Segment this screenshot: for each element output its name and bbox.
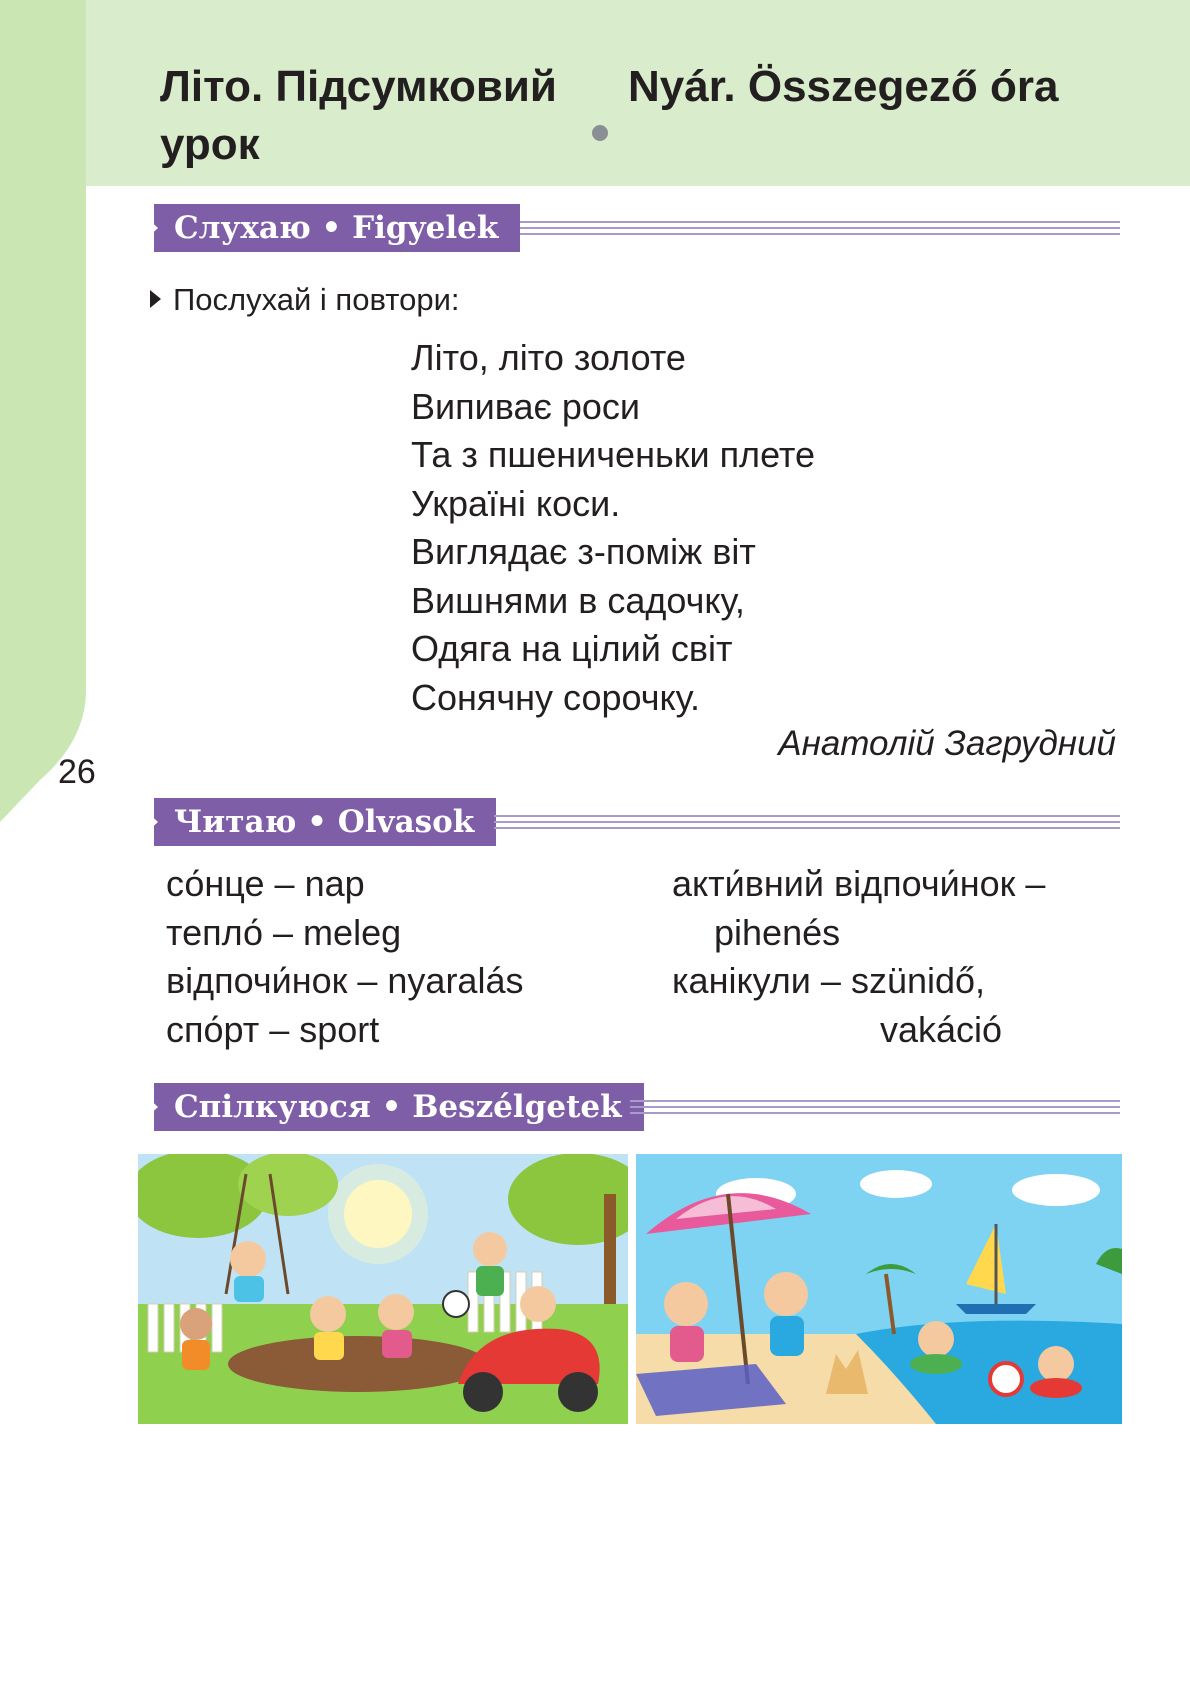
- instruction-text: Послухай і повтори:: [173, 282, 460, 317]
- poem-line: Та з пшениченьки плете: [411, 434, 815, 475]
- poem-author: Анатолій Загрудний: [778, 724, 1116, 763]
- section-read-label: Читаю • Olvasok: [154, 798, 496, 846]
- side-tab-decoration: [0, 0, 86, 822]
- section-arrow-icon: [146, 811, 158, 833]
- vocabulary-item: акти́вний відпочи́нок –: [672, 863, 1046, 904]
- section-listen-label: Слухаю • Figyelek: [154, 204, 520, 252]
- playground-illustration: [138, 1154, 628, 1424]
- section-rule: [494, 815, 1120, 829]
- vocabulary-item: канікули – szünidő,: [672, 960, 986, 1001]
- task-instruction: [150, 280, 460, 320]
- section-speak-label: Спілкуюся • Beszélgetek: [154, 1083, 644, 1131]
- vocabulary-item: тепло́ – meleg: [166, 911, 402, 953]
- page-number: 26: [58, 753, 96, 791]
- poem-line: Виглядає з-поміж віт: [411, 531, 756, 572]
- vocabulary-right-column: [672, 860, 1045, 1054]
- section-speak-header: [146, 1083, 1120, 1131]
- poem-line: Літо, літо золоте: [411, 337, 686, 378]
- section-listen-header: [146, 204, 1120, 252]
- vocabulary-item: відпочи́нок – nyaralás: [166, 960, 524, 1001]
- section-rule: [630, 1100, 1120, 1114]
- vocabulary-item: спо́рт – sport: [166, 1008, 380, 1050]
- vocabulary-item: pihenés: [714, 911, 841, 953]
- title-separator-dot: [592, 125, 608, 141]
- poem: [411, 334, 815, 722]
- poem-line: Випиває роси: [411, 385, 640, 427]
- poem-line: Вишнями в садочку,: [411, 579, 745, 621]
- section-arrow-icon: [146, 1096, 158, 1118]
- poem-line: Україні коси.: [411, 482, 621, 524]
- beach-illustration: [636, 1154, 1122, 1424]
- vocabulary-item: со́нце – nap: [166, 863, 365, 904]
- section-arrow-icon: [146, 217, 158, 239]
- vocabulary-left-column: [166, 860, 523, 1054]
- section-read-header: [146, 798, 1120, 846]
- vocabulary-item: vakáció: [880, 1008, 1003, 1050]
- poem-line: Одяга на цілий світ: [411, 628, 733, 669]
- section-rule: [520, 221, 1120, 235]
- play-triangle-icon: [150, 290, 161, 308]
- poem-line: Сонячну сорочку.: [411, 676, 701, 718]
- page-title-hungarian: Nyár. Összegező óra: [628, 62, 1059, 111]
- page-title-ukrainian: Літо. Підсумковий урок: [160, 62, 557, 169]
